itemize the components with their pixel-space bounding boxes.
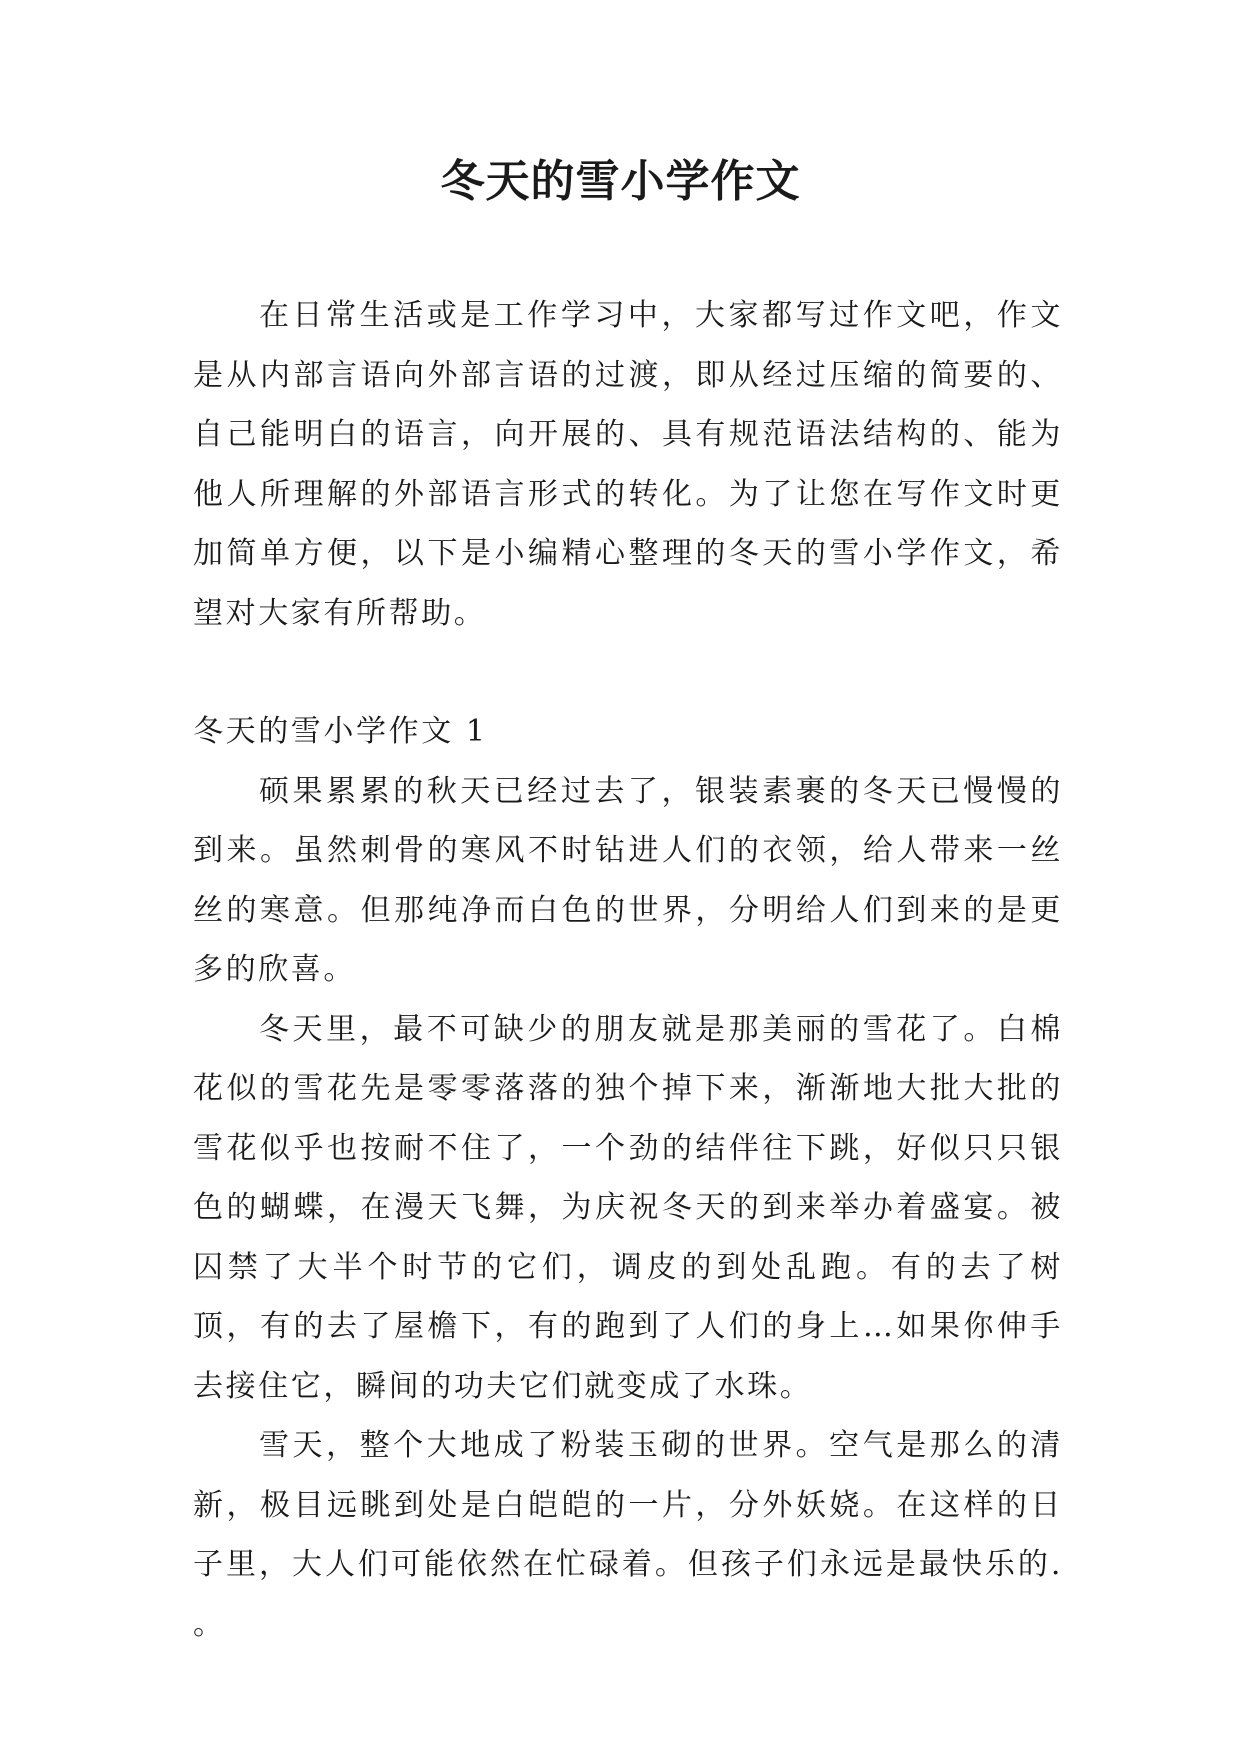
body-paragraph-2: 冬天里，最不可缺少的朋友就是那美丽的雪花了。白棉花似的雪花先是零零落落的独个掉下来，渐渐地大批大批的雪花似乎也按耐不住了，一个劲的结伴往下跳，好似只只银色的蝴蝶，在漫天飞舞，为庆祝冬天的到来举办着盛宴。被囚禁了大半个时节的它们，调皮的到处乱跑。有的去了树顶，有的去了屋檐下，有的跑到了人们的身上…如果你伸手去接住它，瞬间的功夫它们就变成了水珠。 xyxy=(193,1011,1063,1404)
section-heading: 冬天的雪小学作文 1 xyxy=(193,714,488,749)
body-paragraph-3: 雪天，整个大地成了粉装玉砌的世界。空气是那么的清新，极目远眺到处是白皑皑的一片，分外妖娆。在这样的日子里，大人们可能依然在忙碌着。但孩子们永远是最快乐的. 。 xyxy=(193,1428,1063,1642)
intro-paragraph: 在日常生活或是工作学习中，大家都写过作文吧，作文是从内部言语向外部言语的过渡，即从经过压缩的简要的、自己能明白的语言，向开展的、具有规范语法结构的、能为他人所理解的外部语言形式的转化。为了让您在写作文时更加简单方便，以下是小编精心整理的冬天的雪小学作文，希望对大家有所帮助。 xyxy=(193,298,1063,631)
document-body xyxy=(193,286,1063,1654)
body-paragraph-1: 硕果累累的秋天已经过去了，银装素裹的冬天已慢慢的到来。虽然刺骨的寒风不时钻进人们的衣领，给人带来一丝丝的寒意。但那纯净而白色的世界，分明给人们到来的是更多的欣喜。 xyxy=(193,773,1063,987)
document-title: 冬天的雪小学作文 xyxy=(440,156,801,207)
